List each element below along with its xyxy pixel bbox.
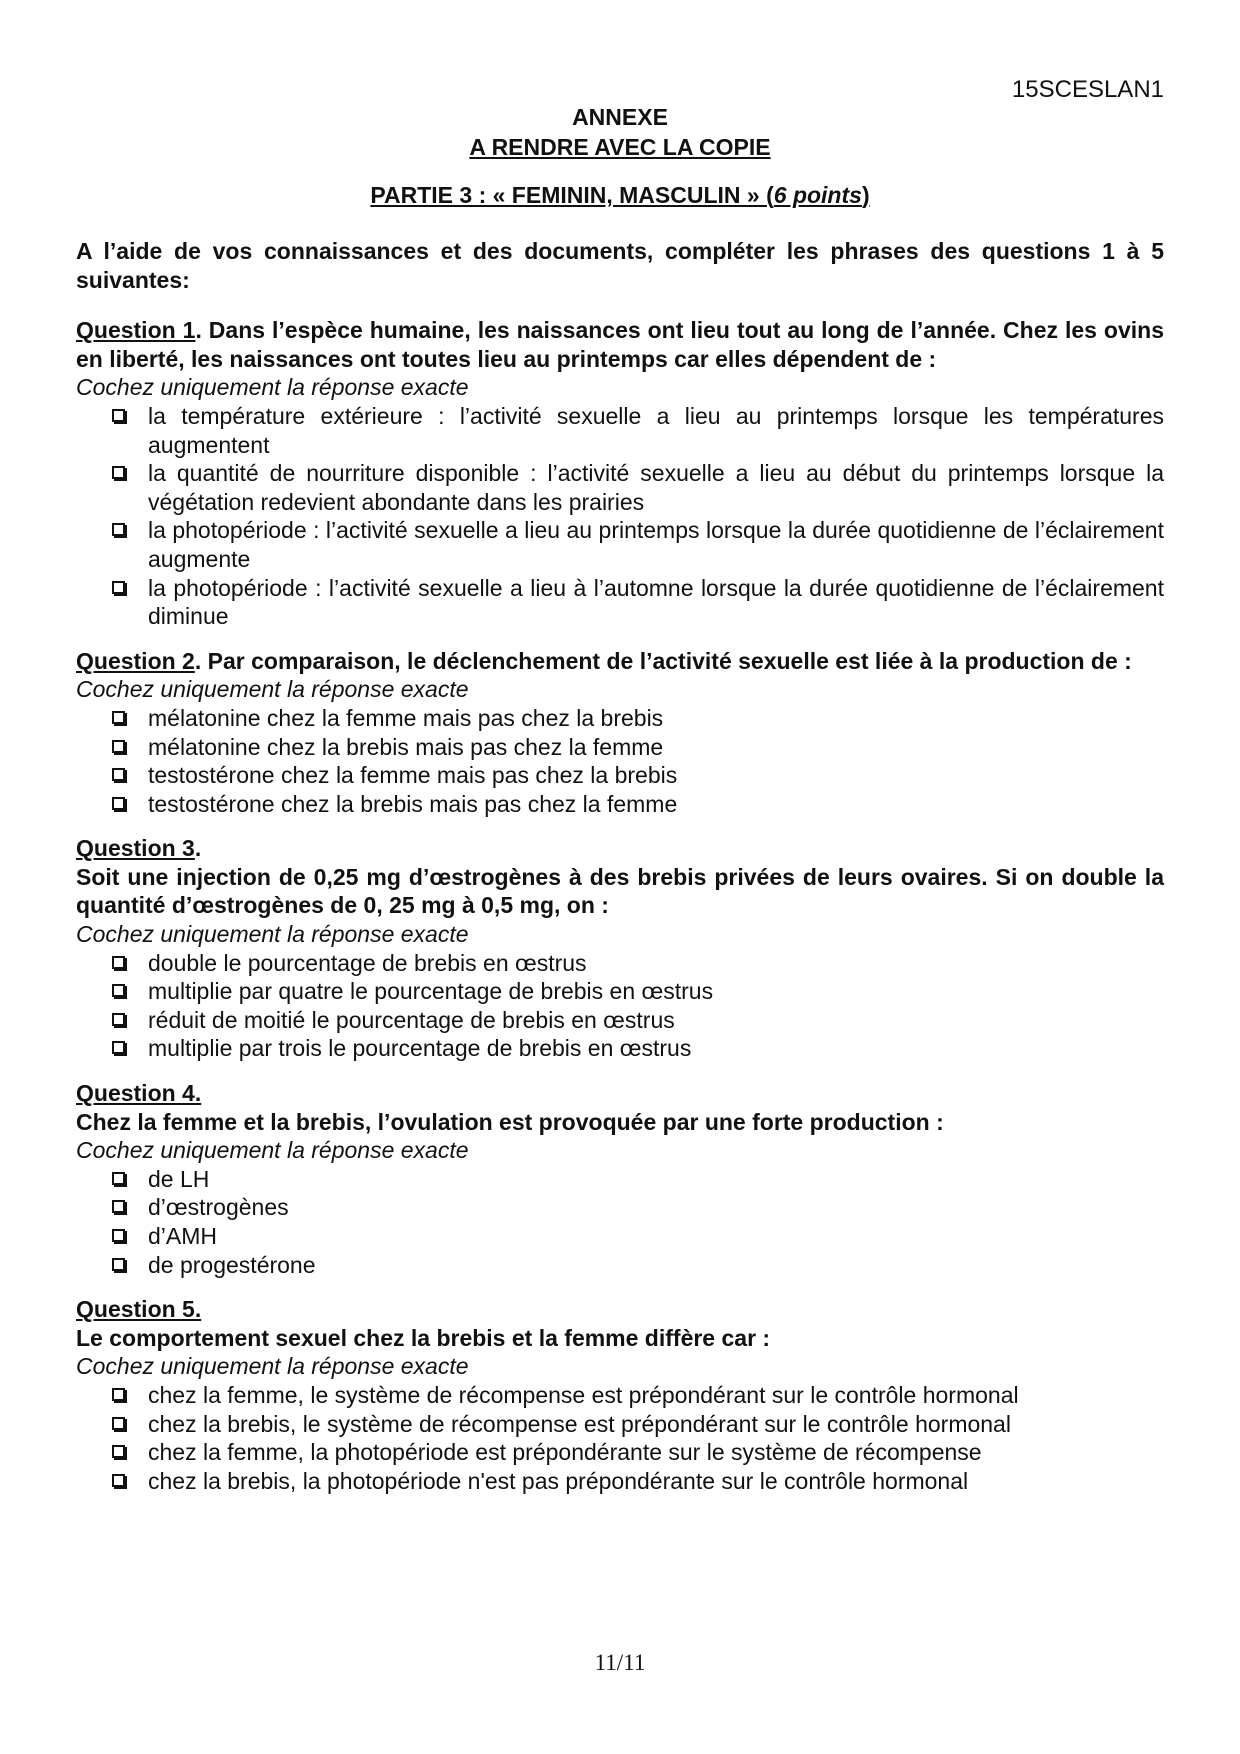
checkbox[interactable] — [112, 1172, 125, 1185]
option-item — [112, 790, 1164, 819]
question-heading — [76, 647, 1164, 676]
question-heading — [76, 834, 1164, 863]
question-5 — [76, 1295, 1164, 1495]
option-item — [112, 977, 1164, 1006]
option-item — [112, 1467, 1164, 1496]
option-text: d’AMH — [148, 1223, 218, 1249]
option-item — [112, 459, 1164, 516]
option-text: d’œstrogènes — [148, 1194, 289, 1221]
option-text: multiplie par trois le pourcentage de brebis en œstrus — [148, 1035, 692, 1062]
option-item — [112, 1381, 1164, 1410]
question-text: Chez la femme et la brebis, l’ovulation est provoquée par une forte production : — [76, 1108, 944, 1135]
option-text: chez la femme, la photopériode est prépondérante sur le système de récompense — [148, 1439, 982, 1466]
checkbox[interactable] — [112, 1417, 125, 1430]
checkbox[interactable] — [112, 740, 125, 753]
question-1 — [76, 316, 1164, 631]
a-rendre-heading: A RENDRE AVEC LA COPIE — [469, 134, 771, 160]
option-item — [112, 733, 1164, 762]
options-list — [76, 1165, 1164, 1279]
options-list — [76, 704, 1164, 818]
option-item — [112, 516, 1164, 573]
options-list — [76, 402, 1164, 631]
checkbox[interactable] — [112, 1013, 125, 1026]
option-item — [112, 1034, 1164, 1063]
option-text: chez la brebis, le système de récompense est prépondérant sur le contrôle hormonal — [148, 1410, 1011, 1437]
checkbox[interactable] — [112, 956, 125, 969]
option-text: la photopériode : l’activité sexuelle a lieu au printemps lorsque la durée quotidienne de l’éclairement augmente — [148, 517, 1164, 572]
option-text: chez la femme, le système de récompense est prépondérant sur le contrôle hormonal — [148, 1381, 1019, 1408]
question-4 — [76, 1079, 1164, 1279]
checkbox[interactable] — [112, 711, 125, 724]
question-heading — [76, 1079, 1164, 1108]
option-item — [112, 1410, 1164, 1439]
option-text: la photopériode : l’activité sexuelle a lieu à l’automne lorsque la durée quotidienne de l’éclairement diminue — [148, 574, 1164, 630]
question-label: Question 3 — [76, 835, 195, 862]
intro-text: A l’aide de vos connaissances et des documents, compléter les phrases des questions 1 à 5 suivantes: — [76, 238, 1164, 293]
page-number: 11/11 — [594, 1650, 646, 1675]
question-label: Question 5. — [76, 1296, 202, 1323]
option-text: mélatonine chez la femme mais pas chez la brebis — [148, 704, 664, 731]
question-label: Question 2 — [76, 647, 195, 674]
option-text: multiplie par quatre le pourcentage de brebis en œstrus — [148, 978, 714, 1005]
checkbox[interactable] — [112, 984, 125, 997]
question-text: Par comparaison, le déclenchement de l’activité sexuelle est liée à la production de : — [201, 647, 1132, 674]
option-item — [112, 574, 1164, 631]
checkbox[interactable] — [112, 768, 125, 781]
question-sep: . — [195, 317, 202, 344]
checkbox[interactable] — [112, 409, 125, 422]
annexe-heading: ANNEXE — [572, 104, 668, 130]
option-item — [112, 949, 1164, 978]
partie-close: ) — [861, 182, 870, 208]
option-text: de LH — [148, 1165, 210, 1192]
checkbox[interactable] — [112, 1041, 125, 1054]
checkbox[interactable] — [112, 466, 125, 479]
options-list — [76, 1381, 1164, 1495]
option-text: réduit de moitié le pourcentage de brebis en œstrus — [148, 1006, 675, 1033]
option-item — [112, 1165, 1164, 1194]
option-text: testostérone chez la femme mais pas chez la brebis — [148, 762, 678, 789]
instruction-text: Cochez uniquement la réponse exacte — [76, 1137, 469, 1164]
question-sep: . — [194, 835, 202, 862]
document-code: 15SCESLAN1 — [1011, 76, 1164, 103]
partie-title: PARTIE 3 : « FEMININ, MASCULIN » ( — [370, 182, 774, 208]
option-item — [112, 1193, 1164, 1222]
checkbox[interactable] — [112, 581, 125, 594]
checkbox[interactable] — [112, 1258, 125, 1271]
option-text: la quantité de nourriture disponible : l’activité sexuelle a lieu au début du printemps lorsque la végétation redevient abondante dans les prairies — [148, 460, 1164, 515]
option-text: mélatonine chez la brebis mais pas chez la femme — [148, 733, 664, 760]
question-label: Question 1 — [76, 317, 196, 344]
option-text: chez la brebis, la photopériode n'est pas prépondérante sur le contrôle hormonal — [148, 1467, 969, 1494]
checkbox[interactable] — [112, 523, 125, 536]
partie-points: 6 points — [773, 182, 862, 208]
option-text: de progestérone — [148, 1251, 316, 1278]
question-text: Le comportement sexuel chez la brebis et la femme diffère car : — [76, 1324, 771, 1351]
instruction-text: Cochez uniquement la réponse exacte — [76, 676, 469, 703]
option-item — [112, 1251, 1164, 1280]
option-item — [112, 1006, 1164, 1035]
checkbox[interactable] — [112, 1445, 125, 1458]
instruction-text: Cochez uniquement la réponse exacte — [76, 921, 469, 948]
instruction-text: Cochez uniquement la réponse exacte — [76, 374, 469, 401]
question-sep: . — [194, 647, 202, 674]
option-text: double le pourcentage de brebis en œstrus — [148, 949, 587, 976]
partie-heading — [0, 182, 1240, 209]
option-text: la température extérieure : l’activité sexuelle a lieu au printemps lorsque les températures augmentent — [148, 402, 1164, 458]
option-item — [112, 402, 1164, 459]
option-text: testostérone chez la brebis mais pas chez la femme — [148, 790, 678, 817]
question-3 — [76, 834, 1164, 1063]
checkbox[interactable] — [112, 797, 125, 810]
checkbox[interactable] — [112, 1229, 125, 1242]
option-item — [112, 761, 1164, 790]
question-2 — [76, 647, 1164, 819]
questions-content — [76, 237, 1164, 1511]
checkbox[interactable] — [112, 1200, 125, 1213]
question-label: Question 4. — [76, 1080, 202, 1107]
checkbox[interactable] — [112, 1388, 125, 1401]
option-item — [112, 704, 1164, 733]
instruction-text: Cochez uniquement la réponse exacte — [76, 1353, 469, 1380]
options-list — [76, 949, 1164, 1063]
checkbox[interactable] — [112, 1474, 125, 1487]
question-heading — [76, 1295, 1164, 1324]
option-item — [112, 1222, 1164, 1251]
question-heading — [76, 316, 1164, 373]
option-item — [112, 1438, 1164, 1467]
question-text: Soit une injection de 0,25 mg d’œstrogènes à des brebis privées de leurs ovaires. Si on double la quantité d’œstrogènes de 0, 25 mg à 0,5 mg, on : — [76, 863, 1164, 919]
question-text: Dans l’espèce humaine, les naissances ont lieu tout au long de l’année. Chez les ovins en liberté, les naissances ont toutes lieu au printemps car elles dépendent de : — [76, 317, 1164, 372]
